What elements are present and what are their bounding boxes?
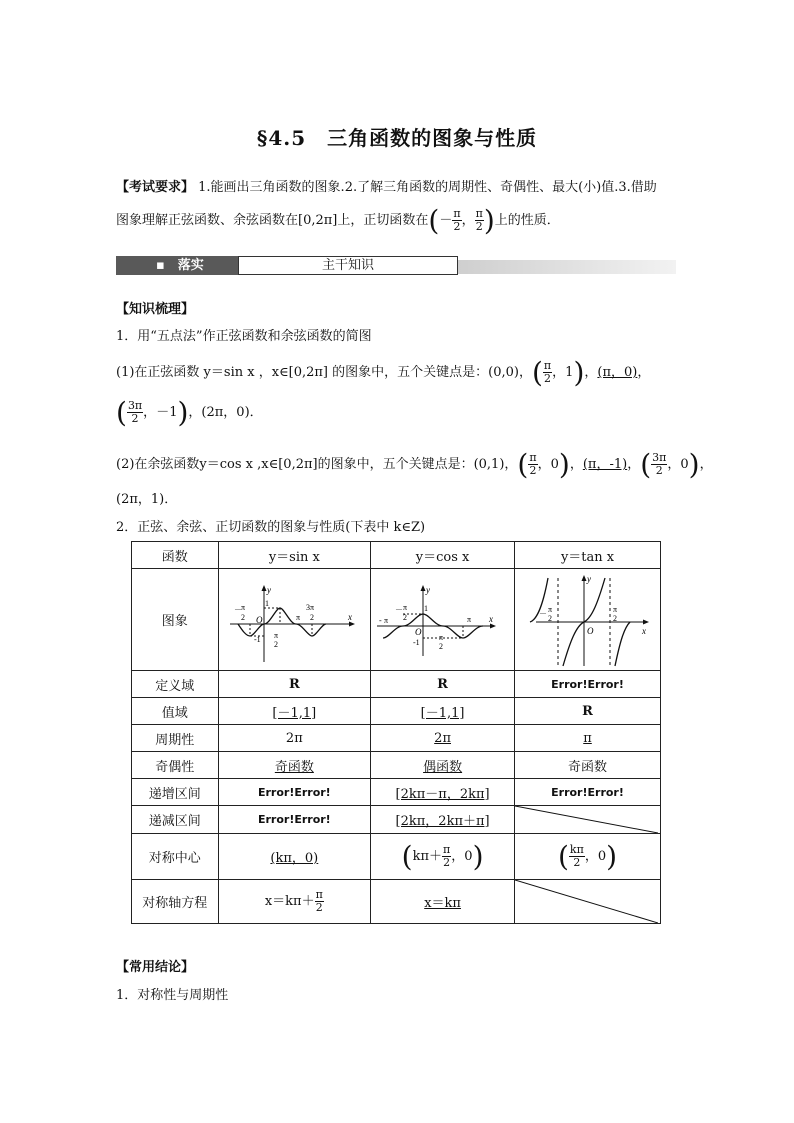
diagonal-slash bbox=[515, 806, 658, 833]
table-row bbox=[132, 752, 661, 779]
tick-one: 1 bbox=[423, 603, 428, 613]
properties-table bbox=[131, 541, 661, 924]
center-sin: (kπ，0) bbox=[218, 834, 371, 880]
parity-cos: 偶函数 bbox=[371, 752, 515, 779]
requirement-text-1: 1.能画出三角函数的图象.2.了解三角函数的周期性、奇偶性、最大(小)值.3.借助 bbox=[198, 180, 657, 195]
table-row bbox=[132, 725, 661, 752]
axis-cos: x＝kπ bbox=[371, 880, 515, 924]
point-value: 0 bbox=[550, 457, 559, 472]
fraction: $\frac{k\pi}{2}$ bbox=[569, 843, 584, 869]
fraction: $\frac{3\pi}{2}$ bbox=[652, 451, 667, 477]
tan-graph-cell bbox=[515, 569, 661, 671]
tick-pi: π bbox=[402, 602, 407, 612]
table-row bbox=[132, 671, 661, 698]
requirement-text-2: 图象理解正弦函数、余弦函数在[0,2π]上，正切函数在 bbox=[116, 213, 429, 228]
tick-pi: π bbox=[383, 615, 388, 625]
fraction: $\frac{\pi}{2}$ bbox=[315, 888, 323, 914]
tick-two: 2 bbox=[274, 639, 279, 649]
range-sin: [－1,1] bbox=[218, 698, 371, 725]
fraction: $\frac{\pi}{2}$ bbox=[443, 843, 451, 869]
row-label: 周期性 bbox=[132, 725, 219, 752]
y-axis-label: y bbox=[267, 584, 272, 595]
header-function: 函数 bbox=[132, 542, 219, 569]
axis-tan-empty bbox=[515, 880, 661, 924]
cos-line-text: (2)在余弦函数y＝cos x ,x∈[0,2π]的图象中，五个关键点是：(0,1)， bbox=[116, 457, 518, 472]
tick-neg-one: -1 bbox=[412, 637, 420, 647]
domain-tan: Error!Error! bbox=[515, 671, 661, 698]
sin-graph-cell bbox=[218, 569, 371, 671]
fraction: $\frac{\pi}{2}$ bbox=[475, 207, 483, 233]
minus: － bbox=[394, 604, 403, 614]
tick-two: 2 bbox=[241, 612, 246, 622]
section-banner bbox=[116, 256, 676, 276]
tick-neg-one: -1 bbox=[254, 634, 262, 644]
cos-key-points-line-2: (2π，1)． bbox=[116, 492, 178, 507]
row-label: 对称中心 bbox=[132, 834, 219, 880]
minus: － bbox=[234, 604, 243, 614]
period-sin: 2π bbox=[218, 725, 371, 752]
minus: - bbox=[378, 615, 382, 625]
tick-two: 2 bbox=[402, 612, 407, 622]
parity-tan: 奇函数 bbox=[515, 752, 661, 779]
tick-pi: π bbox=[274, 630, 279, 640]
conclusion-heading: 【常用结论】 bbox=[116, 960, 195, 975]
table-row bbox=[132, 698, 661, 725]
fraction: $\frac{\pi}{2}$ bbox=[529, 451, 537, 477]
knowledge-heading: 【知识梳理】 bbox=[116, 302, 195, 317]
fraction: $\frac{\pi}{2}$ bbox=[543, 359, 552, 385]
fraction: $\frac{\pi}{2}$ bbox=[453, 207, 461, 233]
y-axis-label: y bbox=[425, 584, 430, 595]
tick-two: 2 bbox=[438, 641, 443, 651]
increasing-tan: Error!Error! bbox=[515, 779, 661, 806]
y-axis-label: y bbox=[586, 573, 591, 584]
point-value: 1 bbox=[565, 365, 574, 380]
sin-key-points-line-1: (1)在正弦函数 y＝sin x ，x∈[0,2π] 的图象中，五个关键点是：(0,0)，( $\frac{\pi}{2}$ ，1)，(π，0)， bbox=[116, 356, 651, 389]
table-row-graph bbox=[132, 569, 661, 671]
origin-label: O bbox=[414, 626, 422, 637]
tick-two: 2 bbox=[547, 613, 552, 623]
table-row bbox=[132, 779, 661, 806]
requirement-line-1 bbox=[116, 176, 657, 195]
tick-pi: π bbox=[466, 614, 471, 624]
comma: ， bbox=[461, 213, 475, 228]
item-1: 1．用“五点法”作正弦函数和余弦函数的简图 bbox=[116, 329, 372, 344]
fraction: $\frac{3\pi}{2}$ bbox=[127, 399, 143, 425]
tan-graph bbox=[518, 570, 658, 670]
cos-key-point-3: (π，-1) bbox=[582, 457, 628, 472]
period-tan: π bbox=[515, 725, 661, 752]
page-title: §4.5 三角函数的图象与性质 bbox=[256, 126, 538, 150]
tick-pi: π bbox=[612, 604, 617, 614]
axis-sin: x＝kπ＋ $\frac{\pi}{2}$ bbox=[218, 880, 371, 924]
requirement-line-2: 图象理解正弦函数、余弦函数在[0,2π]上，正切函数在(－ $\frac{\pi}{2}$ ， $\frac{\pi}{2}$ )上的性质． bbox=[116, 204, 560, 237]
header-sin: y＝sin x bbox=[218, 542, 371, 569]
x-axis-label: x bbox=[641, 625, 646, 636]
row-label: 值域 bbox=[132, 698, 219, 725]
header-tan: y＝tan x bbox=[515, 542, 661, 569]
tick-pi: π bbox=[241, 602, 246, 612]
decreasing-tan-empty bbox=[515, 806, 661, 834]
parity-sin: 奇函数 bbox=[218, 752, 371, 779]
range-cos: [－1,1] bbox=[371, 698, 515, 725]
table-row-axis bbox=[132, 880, 661, 924]
tick-one: 1 bbox=[265, 598, 270, 608]
x-axis-label: x bbox=[488, 613, 493, 624]
tick-two: 2 bbox=[310, 612, 315, 622]
conclusion-item-1: 1．对称性与周期性 bbox=[116, 988, 229, 1003]
banner-gradient bbox=[458, 260, 676, 274]
center-cos: (kπ＋ $\frac{\pi}{2}$ ，0) bbox=[371, 834, 515, 880]
decreasing-sin: Error!Error! bbox=[218, 806, 371, 834]
minus-sign: － bbox=[439, 213, 453, 228]
cos-graph-cell bbox=[371, 569, 515, 671]
point-value: －1 bbox=[156, 405, 178, 420]
item-2: 2．正弦、余弦、正切函数的图象与性质(下表中 k∈Z) bbox=[116, 520, 426, 535]
table-header-row bbox=[132, 542, 661, 569]
row-label: 定义域 bbox=[132, 671, 219, 698]
tick-three-pi: 3π bbox=[306, 602, 315, 612]
header-cos: y＝cos x bbox=[371, 542, 515, 569]
row-label: 对称轴方程 bbox=[132, 880, 219, 924]
point-value: 0 bbox=[680, 457, 689, 472]
tick-pi: π bbox=[438, 632, 443, 642]
range-tan: R bbox=[515, 698, 661, 725]
diagonal-slash bbox=[515, 880, 658, 923]
domain-sin: R bbox=[218, 671, 371, 698]
tick-pi: π bbox=[296, 612, 301, 622]
center-tan: ( $\frac{k\pi}{2}$ ，0) bbox=[515, 834, 661, 880]
x-axis-label: x bbox=[348, 611, 353, 622]
origin-label: O bbox=[586, 625, 594, 636]
row-label: 递减区间 bbox=[132, 806, 219, 834]
origin-label: O bbox=[256, 614, 263, 625]
tick-pi: π bbox=[547, 604, 552, 614]
increasing-cos: [2kπ－π，2kπ] bbox=[371, 779, 515, 806]
decreasing-cos: [2kπ，2kπ＋π] bbox=[371, 806, 515, 834]
sin-key-point-5: ，(2π，0)． bbox=[188, 405, 263, 420]
table-row bbox=[132, 806, 661, 834]
sin-line-text: (1)在正弦函数 y＝sin x ，x∈[0,2π] 的图象中，五个关键点是：(0,0)， bbox=[116, 365, 532, 380]
cos-graph bbox=[373, 574, 513, 666]
tick-two: 2 bbox=[612, 613, 617, 623]
row-label: 奇偶性 bbox=[132, 752, 219, 779]
banner-dark-label: ▪ 落实 bbox=[116, 256, 238, 275]
domain-cos: R bbox=[371, 671, 515, 698]
table-row-center bbox=[132, 834, 661, 880]
increasing-sin: Error!Error! bbox=[218, 779, 371, 806]
requirement-text-3: 上的性质． bbox=[494, 213, 560, 228]
minus: － bbox=[538, 608, 547, 618]
banner-box-label: 主干知识 bbox=[238, 256, 458, 275]
row-label: 图象 bbox=[132, 569, 219, 671]
cos-key-points-line-1: (2)在余弦函数y＝cos x ,x∈[0,2π]的图象中，五个关键点是：(0,1)，( $\frac{\pi}{2}$ ，0)，(π，-1)，( $\frac{3\pi}{2}$ ，0)， bbox=[116, 448, 713, 481]
sin-key-points-line-2: ( $\frac{3\pi}{2}$ ，－1)，(2π，0)． bbox=[116, 396, 263, 429]
row-label: 递增区间 bbox=[132, 779, 219, 806]
period-cos: 2π bbox=[371, 725, 515, 752]
requirement-label: 【考试要求】 bbox=[116, 180, 195, 195]
sin-key-point-3: (π，0) bbox=[597, 365, 638, 380]
sin-graph bbox=[224, 574, 364, 666]
